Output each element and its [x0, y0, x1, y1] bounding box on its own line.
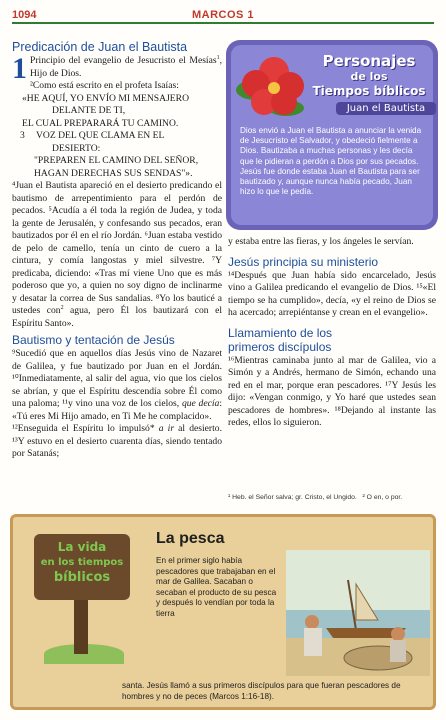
title-line: Tiempos bíblicos	[312, 84, 426, 98]
chapter-number: 1	[12, 52, 27, 85]
footnote-marker-1: 1	[216, 54, 220, 61]
verses-4-8-end: agua, pero Él los bautizará con el Espíritu Santo».	[12, 305, 222, 329]
character-box	[226, 40, 438, 230]
italic-phrase: a ir	[158, 423, 175, 434]
footnote-1: ¹ Heb. el Señor salva; gr. Cristo, el Ungido.	[228, 494, 357, 501]
section-title-bautismo: Bautismo y tentación de Jesús	[12, 333, 175, 347]
book-chapter-heading: MARCOS 1	[191, 9, 255, 21]
wooden-sign	[34, 534, 130, 600]
quote-line: DELANTE DE TI,	[52, 105, 126, 116]
quote-line: "PREPAREN EL CAMINO DEL SEÑOR,	[34, 155, 199, 166]
section-title-predicacion: Predicación de Juan el Bautista	[12, 40, 188, 54]
verse-1-text: Principio del evangelio de Jesucristo el Mesías	[30, 55, 217, 66]
title-line: Llamamiento de los	[228, 325, 333, 340]
character-box-title	[304, 54, 434, 99]
section-title-llamamiento	[228, 326, 436, 354]
hibiscus-flower-icon	[234, 50, 314, 124]
sign-post	[74, 600, 88, 654]
header-rule	[12, 22, 434, 24]
verses-4-8-text: ⁴Juan el Bautista apareció en el desierto predicando el bautismo de arrepentimiento para el perdón de pecados. ⁵Acudía a él toda la región de Judea, y toda la gente de Jerusalén, y confesando sus pecados, eran bautizados por él en el río Jordán. ⁶Juan estaba vestido de pelo de camello, tenía un cinto de cuero a la cintura, y comía langostas y miel silvestre. ⁷Y predicaba, diciendo: «Tras mí viene Uno que es más poderoso que yo, a quien no soy digno de inclinarme y desatar la correa de Sus sandalias. ⁸Yo los bauticé a ustedes con	[12, 180, 222, 316]
verse-2: ²Como está escrito en el profeta Isaías:	[30, 80, 179, 91]
title-line: de los	[350, 70, 388, 83]
verse-1-end: , Hijo de Dios.	[30, 55, 222, 79]
sign-text	[34, 540, 130, 585]
verses-12-13-end: al desierto. ¹³Y estuvo en el desierto cuarenta días, siendo tentado por Satanás;	[12, 423, 222, 459]
sign-line: en los tiempos	[40, 557, 124, 568]
quote-text: VOZ DEL QUE CLAMA EN EL	[36, 130, 165, 141]
sign-line: La vida	[57, 540, 107, 554]
character-name: Juan el Bautista	[336, 102, 436, 115]
quote-line: HAGAN DERECHAS SUS SENDAS"».	[34, 167, 193, 179]
section-title-ministerio: Jesús principia su ministerio	[228, 254, 379, 269]
verses-4-8	[12, 180, 222, 330]
life-box-text-top: En el primer siglo había pescadores que trabajaban en el mar de Galilea. Sacaban o secaban el producto de su pesca y después lo vendían por toda la tierra	[156, 556, 277, 618]
verses-12-13-text: ¹²Enseguida el Espíritu lo impulsó*	[12, 423, 155, 434]
quote-line: «HE AQUÍ, YO ENVÍO MI MENSAJERO	[22, 92, 189, 104]
verses-9-11	[12, 348, 222, 423]
life-in-bible-times-box	[10, 514, 436, 710]
verses-16-18: ¹⁶Mientras caminaba junto al mar de Galilea, vio a Simón y a Andrés, hermano de Simón, echando una red en el mar, porque eran pescadores. ¹⁷Y Jesús les dijo: «Vengan conmigo, y Yo haré que ustedes sean pescadores de hombres». ¹⁸Dejando al instante las redes, ellos lo siguieron.	[228, 354, 436, 428]
verse-1	[12, 52, 222, 85]
title-line: primeros discípulos	[228, 339, 332, 354]
footnote-2: ² O en, o por.	[362, 494, 403, 501]
page-number: 1094	[12, 9, 37, 21]
sign-line: bíblicos	[53, 570, 111, 585]
italic-phrase: que decía	[181, 398, 220, 409]
life-box-title: La pesca	[156, 530, 225, 547]
footnotes	[228, 494, 440, 501]
character-description: Dios envió a Juan el Bautista a anunciar la venida de Jesucristo el Salvador, y obedeció fielmente a Dios. Bautizaba a muchas personas y les decía que le pidieran a perdón a Dios por sus pecados. Jesús fue donde estaba Juan el Bautista para ser bautizado y, aunque nunca había pecado, Juan hizo lo que le pedía.	[240, 126, 422, 197]
verses-9-11-text: ⁹Sucedió que en aquellos días Jesús vino de Nazaret de Galilea, y fue bautizado por Juan en el Jordán. ¹⁰Inmediatamente, al salir del agua, vio que los cielos se abrían, y que el Espíritu descendía sobre Él como una paloma; ¹¹y vino una voz de los cielos,	[12, 348, 222, 409]
verses-12-13	[12, 423, 222, 461]
quote-line: EL CUAL PREPARARÁ TU CAMINO.	[22, 117, 179, 129]
verses-9-11-end: : «Tú eres Mi Hijo amado, en Ti Me he complacido».	[12, 398, 222, 422]
quote-line-3	[12, 130, 222, 143]
fishermen-illustration	[286, 550, 430, 676]
verse-3-number: 3	[20, 130, 25, 141]
verses-14-15: ¹⁴Después que Juan había sido encarcelado, Jesús vino a Galilea predicando el evangelio de Dios. ¹⁵«El tiempo se ha cumplido», decía, «y el reino de Dios se ha acercado; arrepiéntanse y crean en el evangelio».	[228, 269, 436, 318]
page-header	[0, 0, 446, 30]
right-column	[228, 236, 436, 430]
footnote-marker-2: 2	[60, 304, 64, 311]
quote-line: DESIERTO:	[52, 142, 101, 154]
isaiah-quote	[12, 93, 222, 181]
left-column	[12, 40, 222, 461]
verse-13-continued: y estaba entre las fieras, y los ángeles le servían.	[228, 236, 414, 247]
life-box-text-bottom: santa. Jesús llamó a sus primeros discípulos para que fueran pescadores de hombres y no de peces (Marcos 1:16-18).	[122, 681, 401, 701]
title-line: Personajes	[322, 52, 416, 70]
